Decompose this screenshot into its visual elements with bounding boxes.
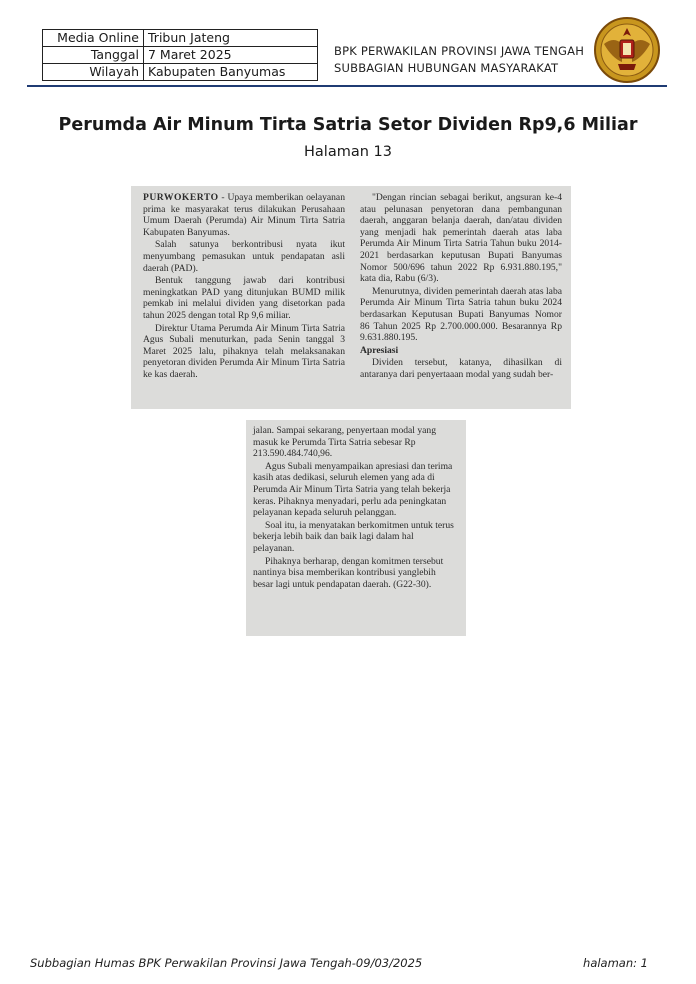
paragraph: Salah satunya berkontribusi nyata ikut menyumbang pemasukan untuk pendapatan asli daerah (PAD). bbox=[143, 239, 345, 274]
paragraph: Dividen tersebut, katanya, dihasilkan di antaranya dari penyertaaan modal yang sudah ber- bbox=[360, 357, 562, 380]
meta-value: 7 Maret 2025 bbox=[144, 47, 318, 64]
clipping-column-right bbox=[360, 192, 562, 382]
footer-source: Subbagian Humas BPK Perwakilan Provinsi Jawa Tengah-09/03/2025 bbox=[30, 956, 423, 970]
meta-row-region bbox=[43, 64, 318, 81]
paragraph: Pihaknya berharap, dengan komitmen tersebut nantinya bisa memberikan kontribusi yanglebih besar lagi untuk pendapatan daerah. (G22-30). bbox=[253, 555, 444, 590]
org-line-2: SUBBAGIAN HUBUNGAN MASYARAKAT bbox=[334, 61, 559, 75]
meta-label: Tanggal bbox=[43, 47, 144, 64]
dateline: PURWOKERTO bbox=[143, 192, 219, 203]
paragraph: jalan. Sampai sekarang, penyertaan modal yang masuk ke Perumda Tirta Satria sebesar Rp 213.590.484.740,96. bbox=[253, 425, 437, 460]
paragraph: Agus Subali menyampaikan apresiasi dan terima kasih atas dedikasi, seluruh elemen yang ada di Perumda Air Minum Tirta Satria yang telah bekerja keras. Pihaknya menyadari, perlu ada peningkatan pelayanan kepada seluruh pelanggan. bbox=[253, 460, 453, 519]
paragraph: PURWOKERTO - Upaya memberikan oelayanan prima ke masyarakat terus dilakukan Perusahaan Umum Daerah (Perumda) Air Minum Tirta Satria Kabupaten Banyumas. bbox=[143, 192, 345, 238]
paragraph: Menurutnya, dividen pemerintah daerah atas laba Perumda Air Minum Tirta Satria tahun buku 2024 berdasarkan Keputusan Bupati Banyumas Nomor 86 Tahun 2025 Rp 2.700.000.000. Besarannya Rp 9.631.880.195. bbox=[360, 285, 562, 344]
subheading: Apresiasi bbox=[360, 344, 399, 356]
meta-row-media bbox=[43, 30, 318, 47]
meta-row-date bbox=[43, 47, 318, 64]
media-info-table bbox=[42, 29, 318, 81]
meta-value: Tribun Jateng bbox=[144, 30, 318, 47]
meta-label: Media Online bbox=[43, 30, 144, 47]
article-title: Perumda Air Minum Tirta Satria Setor Dividen Rp9,6 Miliar bbox=[58, 115, 638, 135]
org-line-1: BPK PERWAKILAN PROVINSI JAWA TENGAH bbox=[334, 44, 585, 58]
meta-value: Kabupaten Banyumas bbox=[144, 64, 318, 81]
garuda-emblem-icon bbox=[592, 14, 662, 84]
news-clipping-2 bbox=[246, 420, 466, 636]
footer-page-number: halaman: 1 bbox=[583, 956, 648, 970]
paragraph: Direktur Utama Perumda Air Minum Tirta Satria Agus Subali menuturkan, pada Senin tanggal 3 Maret 2025 lalu, pihaknya telah melaksanakan penyetoran dividen Perumda Air Minum Tirta Satria ke kas daerah. bbox=[143, 322, 345, 380]
meta-label: Wilayah bbox=[43, 64, 144, 81]
paragraph: Bentuk tanggung jawab dari kontribusi meningkatkan PAD yang ditunjukan BUMD milik pemkab ini melalui dividen yang disetorkan pada tahun 2025 dengan total Rp 9,6 miliar. bbox=[143, 275, 345, 321]
header-divider bbox=[27, 85, 667, 87]
paragraph: Soal itu, ia menyatakan berkomitmen untuk terus bekerja lebih baik dan baik lagi dalam hal pelayanan. bbox=[253, 519, 454, 554]
clipping-column-left bbox=[143, 192, 345, 382]
news-clipping-1 bbox=[131, 186, 571, 409]
organization-header bbox=[334, 43, 584, 77]
page-reference: Halaman 13 bbox=[304, 144, 392, 160]
paragraph: "Dengan rincian sebagai berikut, angsuran ke-4 atau pelunasan penyetoran dana pembangunan daerah, anggaran belanja daerah, dan/atau dividen yang menjadi hak pemerintah daerah atas laba Perumda Air Minum Tirta Satria Tahun buku 2014-2021 berdasarkan keputusan Bupati Banyumas Nomor 500/696 tahun 2022 Rp 6.931.880.195," kata dia, Rabu (6/3). bbox=[360, 192, 562, 285]
